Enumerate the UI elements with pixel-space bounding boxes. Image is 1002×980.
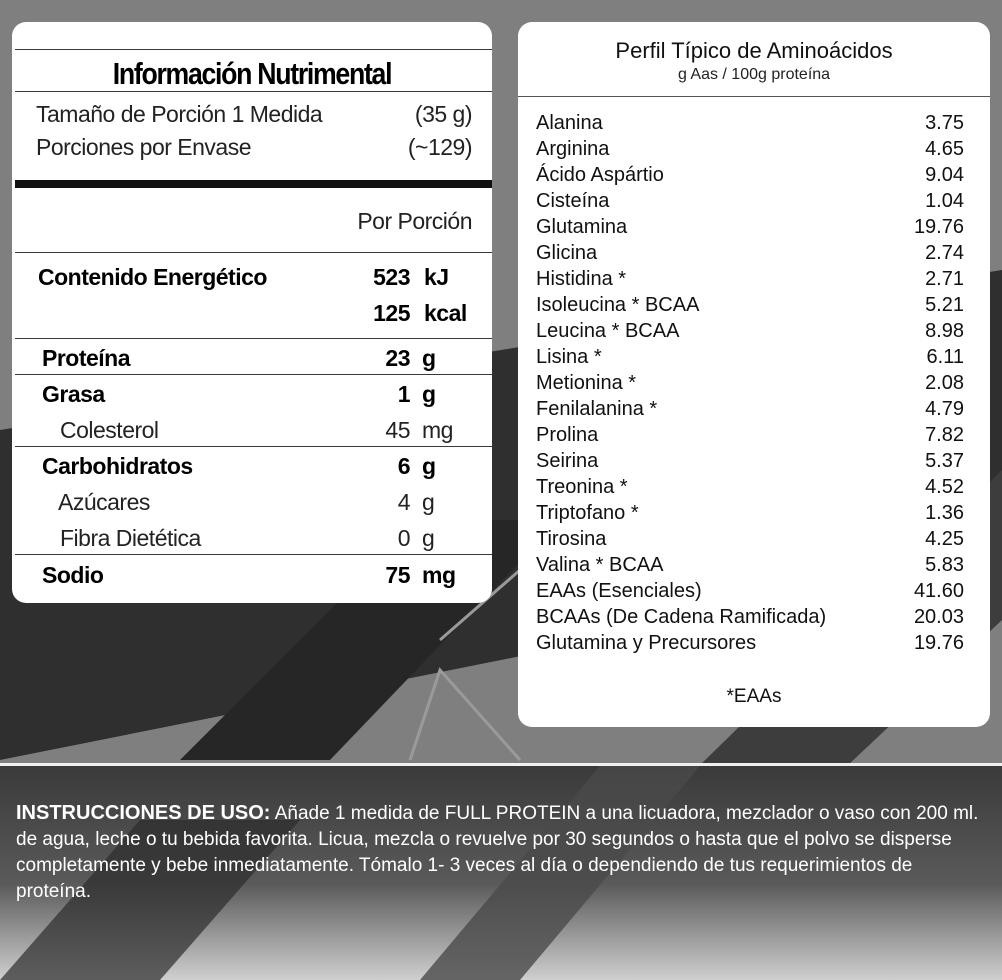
amino-row [536, 476, 964, 502]
energy-kcal-unit: kcal [424, 300, 467, 326]
amino-value: 2.08 [925, 372, 964, 394]
amino-row [536, 450, 964, 476]
amino-row [536, 528, 964, 554]
amino-name: Metionina * [536, 372, 637, 394]
nutrient-label-sodium: Sodio [42, 562, 104, 588]
amino-name: BCAAs (De Cadena Ramificada) [536, 606, 827, 628]
amino-row [536, 554, 964, 580]
divider-line [15, 554, 492, 555]
amino-row [536, 424, 964, 450]
amino-value: 19.76 [913, 216, 964, 238]
amino-value: 41.60 [913, 580, 964, 602]
energy-label: Contenido Energético [38, 264, 267, 290]
nutrient-value-fat: 1 [397, 381, 410, 407]
amino-title: Perfil Típico de Aminoácidos [615, 38, 893, 63]
serving-size-value: (35 g) [414, 101, 472, 127]
per-serving-header: Por Porción [357, 208, 472, 234]
amino-name: Isoleucina * BCAA [536, 294, 700, 316]
amino-value: 5.21 [925, 294, 964, 316]
amino-name: Glutamina [536, 216, 628, 238]
amino-row [536, 606, 964, 632]
amino-value: 5.83 [925, 554, 964, 576]
amino-row [536, 502, 964, 528]
amino-value: 20.03 [913, 606, 964, 628]
usage-instructions [16, 800, 988, 905]
energy-kj-unit: kJ [424, 264, 449, 290]
serving-size-label: Tamaño de Porción 1 Medida [36, 101, 323, 127]
amino-value: 8.98 [925, 320, 964, 342]
amino-name: Histidina * [536, 268, 627, 290]
nutrient-value-sugars: 4 [397, 489, 410, 515]
amino-row [536, 294, 964, 320]
amino-name: Leucina * BCAA [536, 320, 680, 342]
nutrient-label-carbs: Carbohidratos [42, 453, 193, 479]
amino-name: Ácido Aspártio [536, 164, 664, 186]
divider-line [15, 91, 492, 92]
amino-value: 3.75 [925, 112, 964, 134]
nutrient-unit-protein: g [422, 345, 436, 371]
nutrition-facts-panel [12, 22, 492, 603]
nutrient-unit-carbs: g [422, 453, 436, 479]
amino-row [536, 398, 964, 424]
amino-value: 6.11 [926, 346, 964, 368]
nutrient-label-fiber: Fibra Dietética [60, 525, 201, 551]
amino-value: 1.04 [925, 190, 964, 212]
servings-value: (~129) [407, 134, 472, 160]
amino-name: Glutamina y Precursores [536, 632, 757, 654]
amino-name: Alanina [536, 112, 603, 134]
amino-value: 19.76 [913, 632, 964, 654]
amino-value: 7.82 [925, 424, 964, 446]
amino-name: Treonina * [536, 476, 628, 498]
amino-row [536, 242, 964, 268]
amino-acid-profile-panel [518, 22, 990, 727]
amino-name: Valina * BCAA [536, 554, 664, 576]
amino-name: Tirosina [536, 528, 607, 550]
divider-line [15, 338, 492, 339]
amino-name: Arginina [536, 138, 610, 160]
amino-value: 4.79 [925, 398, 964, 420]
divider-line [15, 446, 492, 447]
amino-row [536, 190, 964, 216]
amino-row [536, 320, 964, 346]
amino-subtitle: g Aas / 100g proteína [677, 66, 831, 83]
amino-row [536, 216, 964, 242]
instructions-label: INSTRUCCIONES DE USO: [16, 802, 271, 824]
nutrient-unit-fat: g [422, 381, 436, 407]
energy-kcal-value: 125 [373, 300, 410, 326]
amino-value: 2.74 [925, 242, 964, 264]
section-divider [0, 763, 1002, 766]
amino-row [536, 632, 964, 658]
amino-name: Triptofano * [536, 502, 639, 524]
nutrient-unit-sugars: g [422, 489, 435, 515]
nutrient-unit-fiber: g [422, 525, 435, 551]
amino-value: 2.71 [925, 268, 964, 290]
amino-name: EAAs (Esenciales) [536, 580, 702, 602]
amino-value: 4.65 [925, 138, 964, 160]
amino-row [536, 268, 964, 294]
amino-name: Fenilalanina * [536, 398, 658, 420]
nutrient-value-fiber: 0 [397, 525, 410, 551]
amino-value: 5.37 [925, 450, 964, 472]
servings-label: Porciones por Envase [36, 134, 252, 160]
amino-footnote: *EAAs [726, 686, 782, 707]
nutrient-unit-sodium: mg [422, 562, 456, 588]
divider-line [15, 49, 492, 50]
divider-line [15, 252, 492, 253]
amino-row [536, 164, 964, 190]
nutrient-unit-cholesterol: mg [422, 417, 453, 443]
amino-name: Lisina * [536, 346, 602, 368]
amino-value: 4.52 [925, 476, 964, 498]
nutrient-value-carbs: 6 [397, 453, 410, 479]
nutrient-label-sugars: Azúcares [58, 489, 150, 515]
nutrient-value-sodium: 75 [385, 562, 410, 588]
thick-divider [15, 180, 492, 188]
nutrient-label-fat: Grasa [42, 381, 105, 407]
nutrient-label-protein: Proteína [42, 345, 131, 371]
energy-kj-value: 523 [373, 264, 410, 290]
amino-name: Glicina [536, 242, 598, 264]
divider-line [15, 374, 492, 375]
amino-value: 1.36 [925, 502, 964, 524]
nutrient-value-cholesterol: 45 [385, 417, 410, 443]
amino-name: Cisteína [536, 190, 610, 212]
amino-row [536, 372, 964, 398]
amino-row [536, 580, 964, 606]
instructions-text: Añade 1 medida de FULL PROTEIN a una licuadora, mezclador o vaso con 200 ml. de agua, leche o tu bebida favorita. Licua, mezcla o revuelve por 30 segundos o hasta que el polvo se disperse completamente y bebe inmediatamente. Tómalo 1- 3 veces al día o dependiendo de tus requerimientos de proteína. [16, 803, 979, 902]
amino-row [536, 346, 964, 372]
amino-name: Prolina [536, 424, 599, 446]
nutrient-value-protein: 23 [385, 345, 410, 371]
amino-value: 9.04 [925, 164, 964, 186]
nutrition-title: Información Nutrimental [112, 56, 392, 91]
divider-line [518, 96, 990, 97]
amino-name: Seirina [536, 450, 599, 472]
nutrient-label-cholesterol: Colesterol [60, 417, 159, 443]
amino-row [536, 112, 964, 138]
amino-value: 4.25 [925, 528, 964, 550]
amino-row [536, 138, 964, 164]
